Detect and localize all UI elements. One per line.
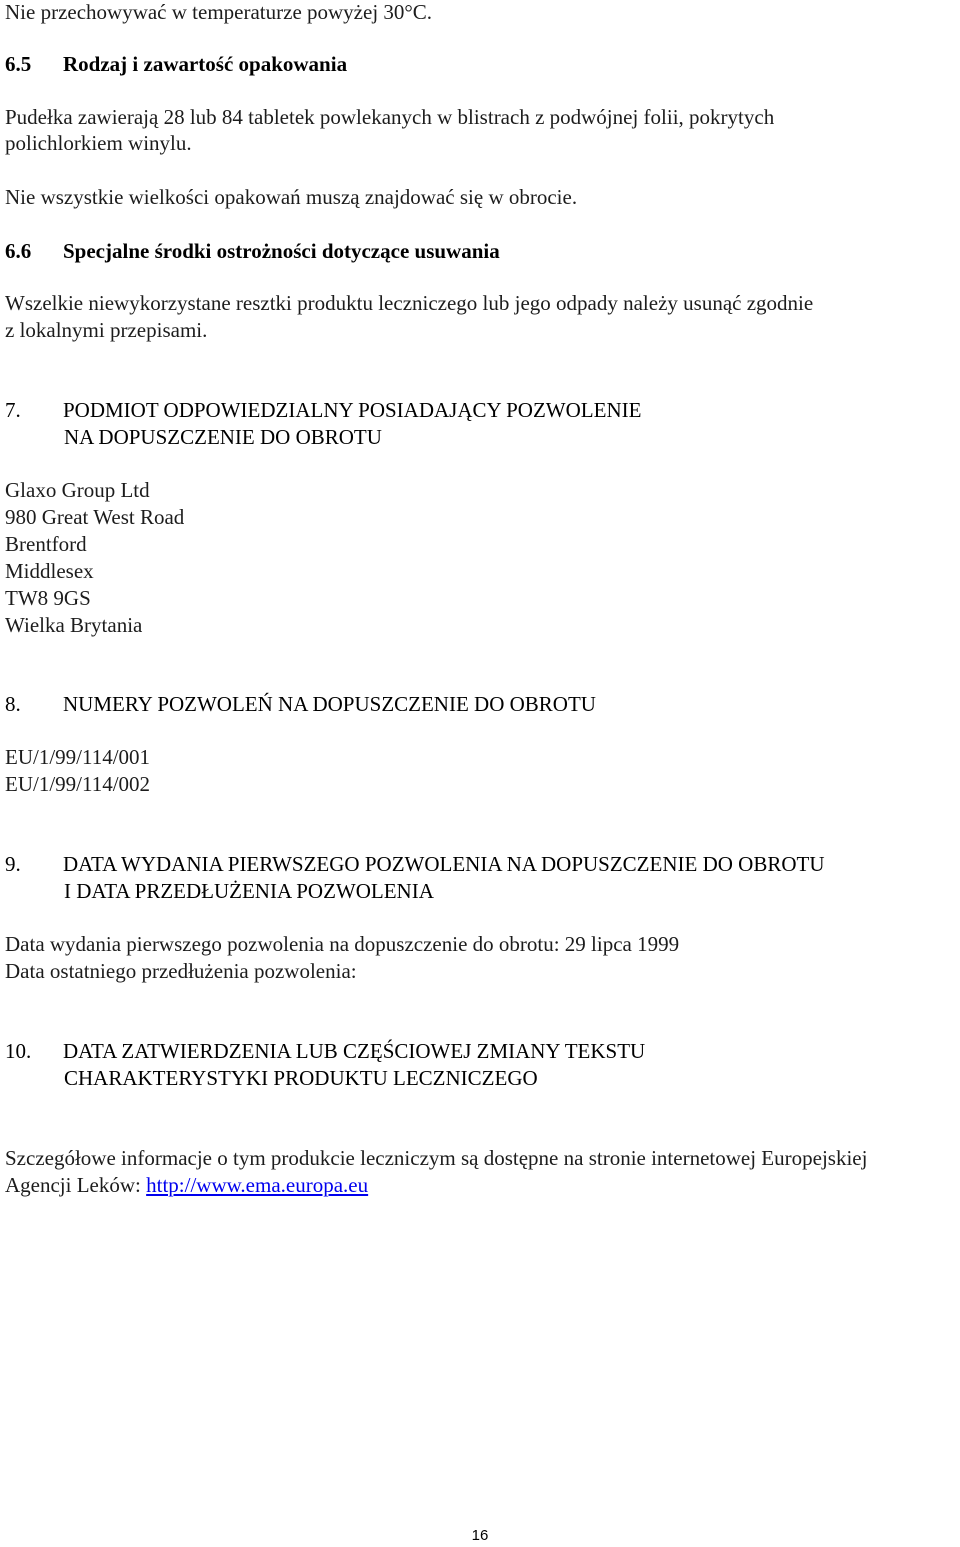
- section-heading-8: [5, 691, 596, 718]
- storage-note: Nie przechowywać w temperaturze powyżej 30°C.: [5, 0, 433, 24]
- ema-website-link[interactable]: http://www.ema.europa.eu: [146, 1173, 369, 1197]
- section-title-line: DATA WYDANIA PIERWSZEGO POZWOLENIA NA DOPUSZCZENIE DO OBROTU: [63, 852, 825, 876]
- mah-address: [5, 477, 184, 639]
- section-title-line: CHARAKTERYSTYKI PRODUKTU LECZNICZEGO: [64, 1066, 538, 1090]
- first-authorisation-date: Data wydania pierwszego pozwolenia na dopuszczenie do obrotu: 29 lipca 1999: [5, 932, 680, 956]
- address-line: Wielka Brytania: [5, 613, 143, 637]
- authorisation-numbers: [5, 744, 150, 798]
- renewal-date: Data ostatniego przedłużenia pozwolenia:: [5, 959, 357, 983]
- section-heading-6-6: [5, 238, 500, 265]
- address-line: TW8 9GS: [5, 586, 91, 610]
- section-title: NUMERY POZWOLEŃ NA DOPUSZCZENIE DO OBROTU: [63, 692, 596, 716]
- paragraph-line: polichlorkiem winylu.: [5, 131, 192, 155]
- address-line: 980 Great West Road: [5, 505, 185, 529]
- section-title: Rodzaj i zawartość opakowania: [63, 52, 348, 76]
- section-title-line: DATA ZATWIERDZENIA LUB CZĘŚCIOWEJ ZMIANY TEKSTU: [63, 1039, 646, 1063]
- section-title-line: NA DOPUSZCZENIE DO OBROTU: [64, 425, 382, 449]
- section-heading-7: [5, 397, 641, 424]
- paragraph-line: z lokalnymi przepisami.: [5, 318, 208, 342]
- authorisation-number: EU/1/99/114/002: [5, 772, 151, 796]
- paragraph-line: [5, 1172, 368, 1199]
- section-title-line: PODMIOT ODPOWIEDZIALNY POSIADAJĄCY POZWOLENIE: [63, 398, 642, 422]
- section-number: 6.6: [5, 239, 32, 263]
- section-heading-9: [5, 851, 825, 878]
- section-title-line: I DATA PRZEDŁUŻENIA POZWOLENIA: [64, 879, 434, 903]
- address-line: Glaxo Group Ltd: [5, 478, 150, 502]
- section-number: 7.: [5, 398, 21, 422]
- address-line: Brentford: [5, 532, 87, 556]
- page-number: 16: [471, 1527, 489, 1544]
- paragraph-line: Wszelkie niewykorzystane resztki produktu leczniczego lub jego odpady należy usunąć zgodnie: [5, 291, 814, 315]
- section-heading-10: [5, 1038, 645, 1065]
- section-number: 8.: [5, 692, 21, 716]
- address-line: Middlesex: [5, 559, 94, 583]
- section-number: 10.: [5, 1039, 32, 1063]
- paragraph-line: Szczegółowe informacje o tym produkcie leczniczym są dostępne na stronie internetowej Europejskiej: [5, 1146, 868, 1170]
- section-number: 9.: [5, 852, 21, 876]
- paragraph: Nie wszystkie wielkości opakowań muszą znajdować się w obrocie.: [5, 185, 578, 209]
- section-heading-6-5: [5, 51, 347, 78]
- section-title: Specjalne środki ostrożności dotyczące usuwania: [63, 239, 500, 263]
- paragraph-line: Pudełka zawierają 28 lub 84 tabletek powlekanych w blistrach z podwójnej folii, pokrytych: [5, 105, 775, 129]
- section-number: 6.5: [5, 52, 32, 76]
- link-prefix: Agencji Leków:: [5, 1173, 147, 1197]
- authorisation-number: EU/1/99/114/001: [5, 745, 151, 769]
